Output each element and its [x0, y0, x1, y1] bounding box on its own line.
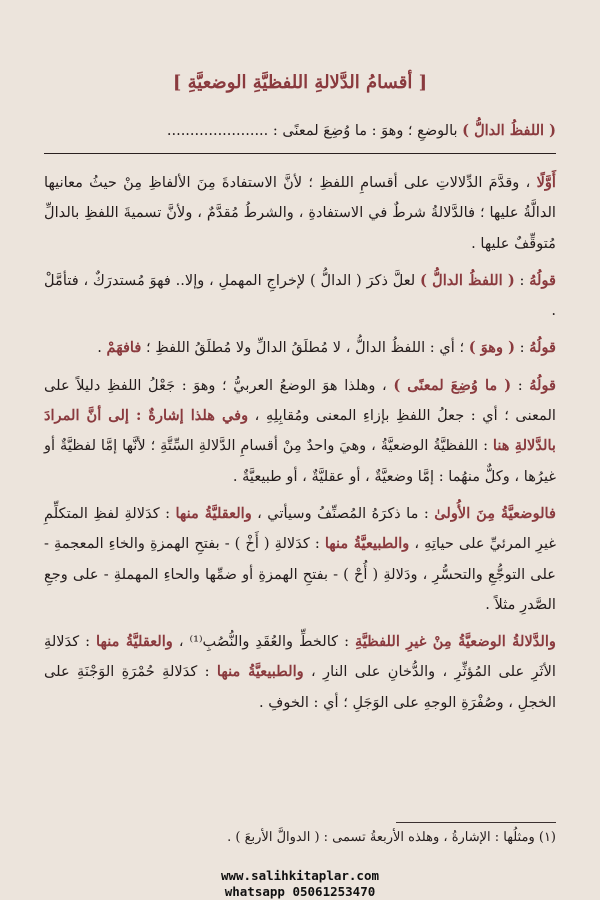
paragraph-text: ، وقدَّمَ الدِّلالاتِ على أقسامِ اللفظِ ؛ لأنَّ الاستفادةَ مِنَ الألفاظِ مِنْ حيثُ معانيها الدالَّةُ عليها ؛ فالدَّلالةُ شرطٌ في الاستفادةِ ، والشرطُ مُقدَّمٌ ، ولأنَّ تسميةَ اللفظِ بالدالِّ مُتوقِّفٌ عليها . [44, 174, 556, 252]
highlighted-term: والطبيعيَّةُ منها [324, 535, 410, 553]
paragraph-text: : كالخطِّ والعُقَدِ والنُّصُبِ⁽¹⁾ ، [172, 633, 355, 651]
highlighted-term: قولُهُ [529, 339, 556, 357]
commentary-paragraph [44, 627, 556, 718]
paragraph-text: لعلَّ ذكرَ ( الدالُّ ) لإخراجِ المهملِ ، وإلا.. فهوَ مُستدرَكٌ ، فتأمَّلْ . [44, 271, 556, 320]
matn-divider [44, 153, 556, 154]
footnote-divider [396, 822, 556, 823]
paragraph-text: : [511, 376, 530, 394]
watermark-website: www.salihkitaplar.com [220, 868, 380, 883]
commentary-paragraph [44, 168, 556, 259]
matn-lead: ( اللفظُ الدالُّ ) [462, 122, 556, 139]
highlighted-term: والدَّلالةُ الوضعيَّةُ مِنْ غيرِ اللفظيَّةِ [354, 633, 556, 651]
highlighted-term: أَوَّلًا [536, 174, 556, 191]
paragraph-text: . [97, 339, 107, 357]
matn-line [44, 120, 556, 142]
matn-dots: ...................... [166, 123, 269, 139]
highlighted-term: فافهَمْ [106, 339, 142, 357]
paragraph-text: ، وهلذا هوَ الوضعُ العربيُّ ؛ وهوَ : جَعْلُ اللفظِ دليلاً على المعنى ؛ أي : جعلُ اللفظِ بإزاءِ المعنى ومُقابِلِهِ ، [44, 376, 556, 425]
highlighted-term: والعقليَّةُ منها [96, 633, 173, 651]
commentary-paragraph [44, 266, 556, 327]
paragraph-text: : ما ذكرَهُ المُصنِّفُ وسيأتي ، [251, 504, 435, 522]
paragraph-text: : كدَلالةِ الأثَرِ على المُؤثِّرِ ، والدُّخانِ على النارِ ، [44, 633, 556, 681]
highlighted-term: فالوضعيَّةُ مِنَ الأُولىٰ [434, 504, 556, 522]
highlighted-term: ( اللفظُ الدالُّ ) [420, 271, 515, 289]
paragraph-text: : [514, 271, 530, 289]
highlighted-term: قولُهُ [529, 376, 556, 394]
highlighted-term: قولُهُ [529, 271, 556, 289]
commentary-paragraph [44, 333, 556, 363]
highlighted-term: والعقليَّةُ منها [175, 504, 252, 522]
footnote: (١) ومثلُها : الإشارةُ ، وهلذه الأربعةُ تسمى : ( الدوالَّ الأربعَ ) . [227, 830, 556, 845]
paragraph-text: : كدَلالةِ حُمْرَةِ الوَجْنَةِ على الخجلِ ، وصُفْرَةِ الوجهِ على الوَجَلِ ؛ أي : الخوفِ . [44, 663, 556, 711]
paragraph-text: : كدَلالةِ لفظِ المتكلِّمِ غيرِ المرئيِّ على حياتِهِ ، [44, 504, 556, 553]
watermark-whatsapp: whatsapp 05061253470 [224, 884, 376, 899]
section-heading: [ أقسامُ الدَّلالةِ اللفظيَّةِ الوضعيَّةِ ] [172, 72, 428, 93]
paragraph-text: : اللفظيَّةُ الوضعيَّةُ ، وهيَ واحدٌ مِنْ أقسامِ الدَّلالةِ السِّتَّةِ ؛ لأنَّها إمَّا لفظيَّةٌ أو غيرُها ، وكلٌّ منهُما : إمَّا وضعيَّةٌ ، أو عقليَّةٌ ، أو طبيعيَّةٌ . [44, 437, 556, 485]
highlighted-term: وفي هلذا إشارةٌ : إلى أنَّ المرادَ بالدَّلالةِ هنا [44, 407, 556, 455]
paragraph-text: ؛ أي : اللفظُ الدالُّ ، لا مُطلَقُ الدالِّ ولا مُطلَقُ اللفظِ ؛ [141, 339, 469, 357]
commentary-paragraph [44, 371, 556, 492]
commentary-paragraph [44, 499, 556, 620]
paragraph-text: : كدَلالةِ ( أَخْ ) - بفتحِ الهمزةِ والخاءِ المعجمةِ - على التوجُّعِ والتحسُّرِ ، ودَلالةِ ( أُحْ ) - بفتحِ الهمزةِ أو ضمِّها والحاءِ المهملةِ - على وجعِ الصَّدرِ مثلاً . [44, 535, 556, 613]
highlighted-term: ( وهوَ ) [468, 339, 515, 357]
matn-text: بالوضعِ ؛ وهوَ : ما وُضِعَ لمعنًى : [268, 123, 463, 139]
highlighted-term: ( ما وُضِعَ لمعنًى ) [393, 376, 512, 394]
commentary-body [44, 168, 556, 725]
highlighted-term: والطبيعيَّةُ منها [216, 663, 304, 681]
paragraph-text: : [515, 339, 530, 357]
